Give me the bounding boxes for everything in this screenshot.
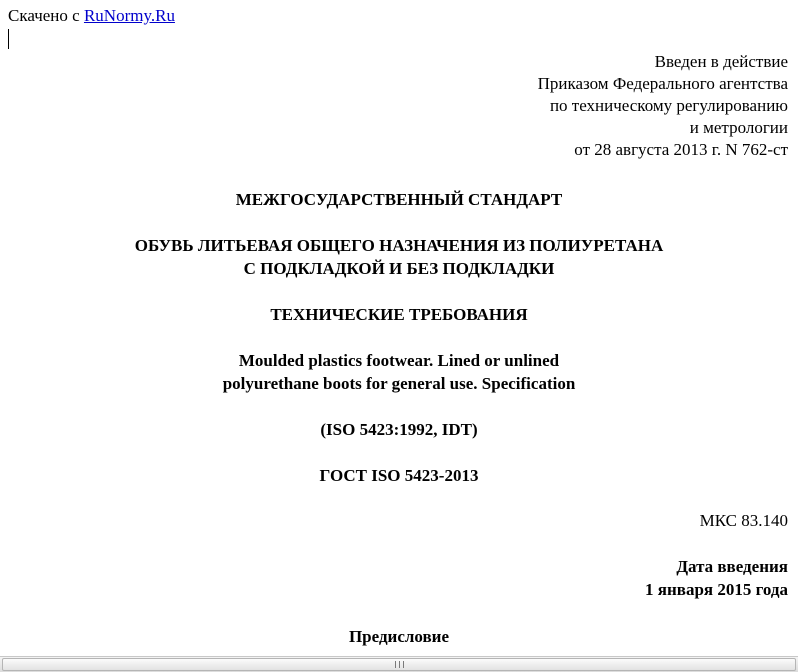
section-heading: Предисловие [348, 627, 450, 646]
intro-date-value: 1 января 2015 года [645, 580, 788, 599]
enactment-line: Приказом Федерального агентства [537, 74, 788, 93]
title-ru-line-1: ОБУВЬ ЛИТЬЕВАЯ ОБЩЕГО НАЗНАЧЕНИЯ ИЗ ПОЛИУРЕТАНА [134, 236, 664, 255]
enactment-line: от 28 августа 2013 г. N 762-ст [574, 140, 788, 159]
enactment-line: и метрологии [689, 118, 788, 137]
enactment-block [538, 51, 788, 161]
mks-code: МКС 83.140 [699, 511, 788, 530]
iso-reference: (ISO 5423:1992, IDT) [320, 420, 478, 439]
text-cursor [8, 29, 9, 49]
intro-date-label: Дата введения [676, 557, 788, 576]
grip-icon [395, 661, 404, 668]
subtitle-ru: ТЕХНИЧЕСКИЕ ТРЕБОВАНИЯ [270, 305, 528, 324]
title-en-line-1: Moulded plastics footwear. Lined or unlined [238, 351, 560, 370]
title-ru-line-2: С ПОДКЛАДКОЙ И БЕЗ ПОДКЛАДКИ [243, 259, 555, 278]
enactment-line: Введен в действие [654, 52, 788, 71]
enactment-line: по техническому регулированию [549, 96, 788, 115]
standard-designation: ГОСТ ISO 5423-2013 [319, 466, 479, 485]
source-prefix: Скачено с [8, 6, 84, 25]
scrollbar-thumb[interactable] [2, 658, 796, 671]
title-en-line-2: polyurethane boots for general use. Specification [222, 374, 576, 393]
horizontal-scrollbar[interactable] [0, 656, 798, 672]
source-link[interactable]: RuNormy.Ru [83, 6, 175, 25]
standard-type: МЕЖГОСУДАРСТВЕННЫЙ СТАНДАРТ [235, 190, 563, 209]
source-line [8, 6, 175, 26]
